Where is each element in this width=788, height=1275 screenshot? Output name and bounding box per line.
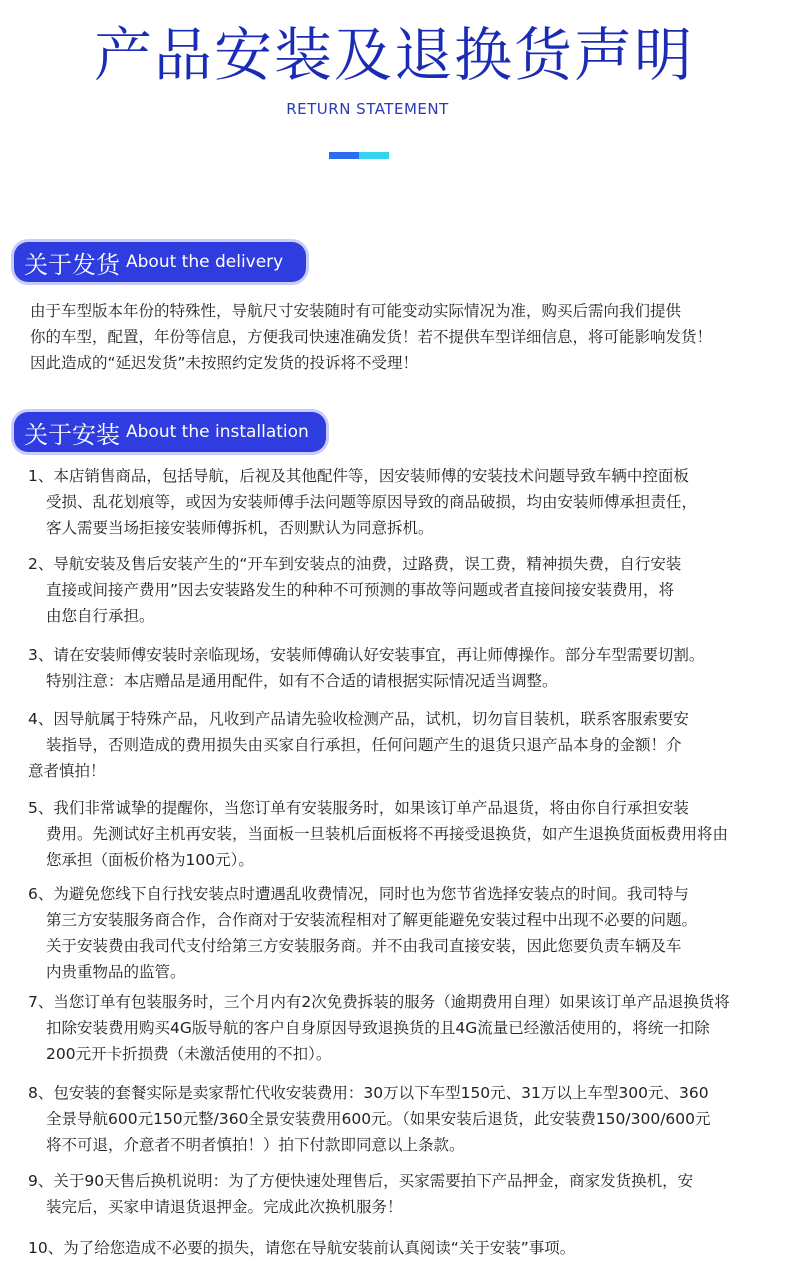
section-heading-installation — [14, 412, 326, 452]
install-item-4 — [28, 706, 763, 784]
item-line: 8、包安装的套餐实际是卖家帮忙代收安装费用：30万以下车型150元、31万以上车型300元、360 — [28, 1084, 709, 1102]
install-item-2 — [28, 551, 763, 629]
item-line: 直接或间接产费用”因去安装路发生的种种不可预测的事故等问题或者直接间接安装费用，将 — [46, 581, 675, 599]
accent-bar-cyan — [359, 152, 389, 159]
install-item-10 — [28, 1235, 763, 1261]
delivery-line: 由于车型版本年份的特殊性，导航尺寸安装随时有可能变动实际情况为准，购买后需向我们提供 — [30, 302, 682, 320]
item-line: 装指导，否则造成的费用损失由买家自行承担，任何问题产生的退货只退产品本身的金额！介 — [46, 736, 682, 754]
item-line: 由您自行承担。 — [46, 607, 155, 625]
item-line: 费用。先测试好主机再安装，当面板一旦装机后面板将不再接受退换货，如产生退换货面板费用将由 — [46, 825, 729, 843]
item-line: 全景导航600元150元整/360全景安装费用600元。（如果安装后退货，此安装费150/300/600元 — [46, 1110, 711, 1128]
install-item-3 — [28, 642, 763, 694]
delivery-line: 你的车型，配置，年份等信息，方便我司快速准确发货！若不提供车型详细信息，将可能影响发货！ — [30, 328, 713, 346]
item-line: 2、导航安装及售后安装产生的“开车到安装点的油费，过路费，误工费，精神损失费，自行安装 — [28, 555, 682, 573]
install-item-8 — [28, 1080, 763, 1158]
item-line: 3、请在安装师傅安装时亲临现场，安装师傅确认好安装事宜，再让师傅操作。部分车型需要切割。 — [28, 646, 705, 664]
item-line: 扣除安装费用购买4G版导航的客户自身原因导致退换货的且4G流量已经激活使用的，将统一扣除 — [46, 1019, 710, 1037]
item-line: 关于安装费由我司代支付给第三方安装服务商。并不由我司直接安装，因此您要负责车辆及车 — [46, 937, 682, 955]
heading-installation-cn: 关于安装 — [24, 420, 120, 449]
page-title: 产品安装及退换货声明 — [93, 21, 694, 89]
heading-delivery-en: About the delivery — [126, 252, 284, 272]
delivery-paragraph — [30, 298, 760, 376]
item-line: 7、当您订单有包装服务时，三个月内有2次免费拆装的服务（逾期费用自理）如果该订单产品退换货将 — [28, 993, 730, 1011]
item-line: 1、本店销售商品，包括导航，后视及其他配件等，因安装师傅的安装技术问题导致车辆中控面板 — [28, 467, 689, 485]
item-line: 200元开卡折损费（未激活使用的不扣）。 — [46, 1045, 332, 1063]
item-line: 5、我们非常诚挚的提醒你，当您订单有安装服务时，如果该订单产品退货，将由你自行承担安装 — [28, 799, 689, 817]
item-line: 受损、乱花划痕等，或因为安装师傅手法问题等原因导致的商品破损，均由安装师傅承担责任， — [46, 493, 698, 511]
item-line: 4、因导航属于特殊产品，凡收到产品请先验收检测产品，试机，切勿盲目装机，联系客服索要安 — [28, 710, 689, 728]
item-line: 意者慎拍！ — [28, 762, 106, 780]
install-item-9 — [28, 1168, 763, 1220]
install-item-1 — [28, 463, 763, 541]
install-item-6 — [28, 881, 763, 985]
heading-delivery-cn: 关于发货 — [24, 250, 120, 279]
item-line: 内贵重物品的监管。 — [46, 963, 186, 981]
install-item-5 — [28, 795, 763, 873]
install-item-7 — [28, 989, 763, 1067]
item-line: 特别注意：本店赠品是通用配件，如有不合适的请根据实际情况适当调整。 — [46, 672, 558, 690]
item-line: 9、关于90天售后换机说明：为了方便快速处理售后，买家需要拍下产品押金，商家发货换机，安 — [28, 1172, 694, 1190]
item-line: 您承担（面板价格为100元）。 — [46, 851, 254, 869]
section-heading-delivery — [14, 242, 306, 282]
heading-installation-en: About the installation — [126, 422, 309, 442]
item-line: 6、为避免您线下自行找安装点时遭遇乱收费情况，同时也为您节省选择安装点的时间。我司特与 — [28, 885, 689, 903]
item-line: 客人需要当场拒接安装师傅拆机，否则默认为同意拆机。 — [46, 519, 434, 537]
accent-bar-blue — [329, 152, 359, 159]
item-line: 装完后，买家申请退货退押金。完成此次换机服务！ — [46, 1198, 403, 1216]
page-subtitle: RETURN STATEMENT — [286, 100, 449, 118]
item-line: 第三方安装服务商合作，合作商对于安装流程相对了解更能避免安装过程中出现不必要的问题。 — [46, 911, 698, 929]
delivery-line: 因此造成的“延迟发货”未按照约定发货的投诉将不受理！ — [30, 354, 419, 372]
item-line: 10、为了给您造成不必要的损失，请您在导航安装前认真阅读“关于安装”事项。 — [28, 1239, 576, 1257]
item-line: 将不可退，介意者不明者慎拍！）拍下付款即同意以上条款。 — [46, 1136, 465, 1154]
